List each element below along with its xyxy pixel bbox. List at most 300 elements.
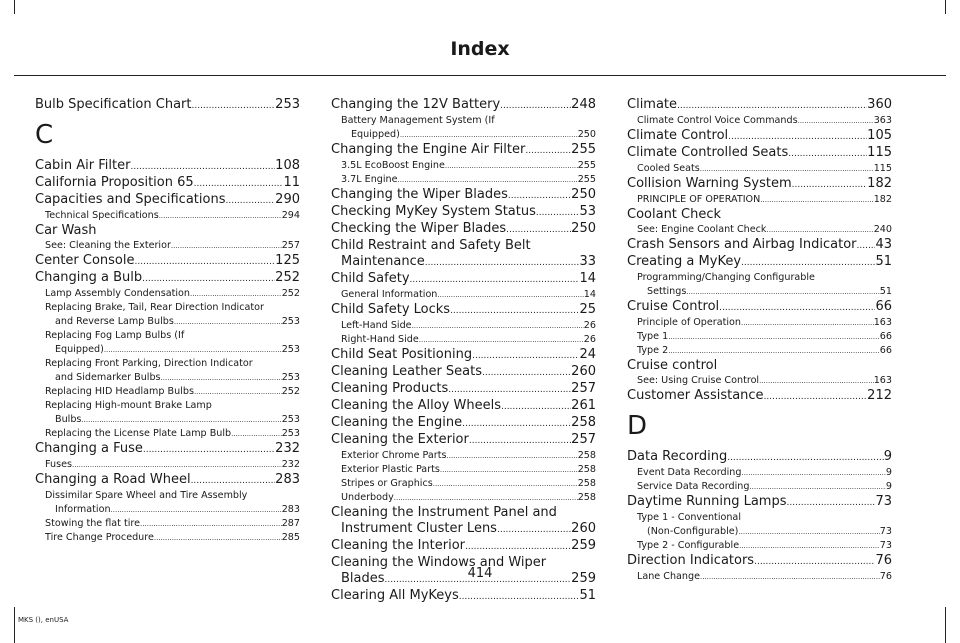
entry-text: Service Data Recording [637, 481, 750, 492]
entry-page: 285 [281, 532, 300, 543]
entry-text: Stripes or Graphics [341, 478, 433, 489]
index-entry [331, 187, 596, 204]
index-heading: Car Wash [35, 223, 97, 238]
dot-leader [469, 433, 571, 449]
entry-text: Equipped) [55, 344, 104, 355]
dot-leader [190, 287, 282, 301]
entry-line [35, 253, 300, 270]
entry-text: Daytime Running Lamps [627, 494, 787, 509]
dot-leader [741, 255, 875, 271]
index-subentry [331, 333, 596, 347]
entry-text: Climate [627, 97, 678, 112]
index-column-3 [627, 97, 892, 584]
dot-leader [536, 205, 580, 221]
entry-page: 250 [577, 129, 596, 140]
entry-line [331, 302, 596, 319]
entry-text: Underbody [341, 492, 394, 503]
index-subentry [627, 539, 892, 553]
entry-text-first-line: Programming/Changing Configurable [637, 272, 815, 283]
crop-mark-bottom-left [14, 607, 15, 643]
entry-text-first-line: Replacing Fog Lamp Bulbs (If [45, 330, 185, 341]
dot-leader [159, 209, 282, 223]
entry-line [45, 503, 300, 517]
dot-leader [727, 450, 884, 466]
entry-text: Instrument Cluster Lens [341, 521, 497, 536]
entry-text: Cruise Control [627, 299, 720, 314]
dot-leader [786, 495, 875, 511]
entry-text: Technical Specifications [45, 210, 159, 221]
index-entry [331, 381, 596, 398]
entry-text: Type 2 - Configurable [637, 540, 740, 551]
dot-leader [440, 463, 578, 477]
index-entry [35, 472, 300, 489]
entry-text: Center Console [35, 253, 135, 268]
index-subentry [627, 271, 892, 299]
entry-page: 11 [283, 175, 300, 190]
entry-page: 363 [873, 115, 892, 126]
entry-line [627, 97, 892, 114]
index-entry [331, 238, 596, 271]
entry-page: 115 [867, 145, 892, 160]
dot-leader [767, 223, 874, 237]
entry-text: See: Using Cruise Control [637, 375, 760, 386]
entry-page: 290 [275, 192, 300, 207]
dot-leader [448, 382, 571, 398]
entry-text-first-line: Cleaning the Windows and Wiper [331, 555, 547, 570]
entry-line [627, 299, 892, 316]
entry-text: Crash Sensors and Airbag Indicator [627, 237, 857, 252]
entry-text: Clearing All MyKeys [331, 588, 459, 603]
entry-line [331, 187, 596, 204]
entry-line [637, 480, 892, 494]
entry-text-first-line: Type 1 - Conventional [637, 512, 741, 523]
dot-leader [445, 159, 578, 173]
index-heading: Coolant Check [627, 207, 722, 222]
dot-leader [462, 416, 571, 432]
entry-page: 51 [875, 254, 892, 269]
dot-leader [508, 188, 571, 204]
entry-line [637, 344, 892, 358]
dot-leader [194, 385, 282, 399]
entry-text: Child Safety [331, 271, 410, 286]
entry-text: Equipped) [351, 129, 400, 140]
entry-page: 258 [577, 478, 596, 489]
entry-page: 66 [879, 345, 892, 356]
index-entry [627, 494, 892, 511]
entry-text: Collision Warning System [627, 176, 792, 191]
index-entry [35, 158, 300, 175]
entry-text: Changing the 12V Battery [331, 97, 501, 112]
entry-line [331, 521, 596, 538]
entry-text: Changing the Wiper Blades [331, 187, 508, 202]
dot-leader [111, 503, 282, 517]
entry-line [637, 374, 892, 388]
entry-text-first-line: Dissimilar Spare Wheel and Tire Assembly [45, 490, 248, 501]
dot-leader [700, 162, 874, 176]
dot-leader [738, 525, 879, 539]
entry-text: Principle of Operation [637, 317, 741, 328]
entry-line [627, 494, 892, 511]
dot-leader [686, 285, 879, 299]
index-entry [627, 237, 892, 254]
index-subentry [331, 463, 596, 477]
entry-page: 255 [577, 160, 596, 171]
index-entry [331, 364, 596, 381]
entry-line [45, 371, 300, 385]
index-subentry [35, 357, 300, 385]
dot-leader [104, 343, 282, 357]
index-subentry [331, 491, 596, 505]
entry-text: Fuses [45, 459, 72, 470]
index-subentry [331, 319, 596, 333]
index-entry [331, 302, 596, 319]
entry-page: 261 [571, 398, 596, 413]
entry-text: Cleaning Products [331, 381, 449, 396]
dot-leader [412, 319, 584, 333]
entry-text: Cleaning the Exterior [331, 432, 469, 447]
entry-line [331, 97, 596, 114]
index-letter-heading: D [627, 411, 648, 441]
dot-leader [788, 146, 867, 162]
entry-page: 25 [579, 302, 596, 317]
entry-line [341, 491, 596, 505]
index-entry [331, 347, 596, 364]
dot-leader [194, 176, 284, 192]
entry-text: Changing the Engine Air Filter [331, 142, 526, 157]
index-subentry [331, 173, 596, 187]
entry-page: 255 [577, 174, 596, 185]
entry-line [35, 270, 300, 287]
index-entry [331, 97, 596, 114]
entry-page: 260 [571, 364, 596, 379]
dot-leader [857, 238, 876, 254]
index-subentry [331, 114, 596, 142]
dot-leader [419, 333, 584, 347]
entry-text: Changing a Road Wheel [35, 472, 191, 487]
index-entry [627, 254, 892, 271]
entry-line [45, 209, 300, 223]
dot-leader [764, 389, 868, 405]
index-subentry [35, 399, 300, 427]
entry-text: Right-Hand Side [341, 334, 419, 345]
entry-line [637, 539, 892, 553]
entry-text: and Sidemarker Bulbs [55, 372, 161, 383]
dot-leader [410, 272, 580, 288]
entry-line [341, 319, 596, 333]
entry-line [331, 254, 596, 271]
entry-line [637, 466, 892, 480]
entry-text-first-line: Replacing Brake, Tail, Rear Direction Indicator [45, 302, 264, 313]
entry-page: 24 [579, 347, 596, 362]
entry-text: Cooled Seats [637, 163, 700, 174]
entry-page: 253 [281, 414, 300, 425]
entry-line [637, 223, 892, 237]
entry-line [45, 517, 300, 531]
entry-text: Creating a MyKey [627, 254, 742, 269]
entry-line [45, 531, 300, 545]
entry-text-first-line: Battery Management System (If [341, 115, 495, 126]
entry-text: Data Recording [627, 449, 728, 464]
entry-line [627, 176, 892, 193]
entry-line [331, 398, 596, 415]
entry-line [331, 415, 596, 432]
dot-leader [400, 128, 578, 142]
index-subentry [35, 489, 300, 517]
entry-text: Customer Assistance [627, 388, 764, 403]
index-column-1 [35, 97, 300, 545]
entry-text: PRINCIPLE OF OPERATION [637, 194, 761, 205]
dot-leader [472, 348, 579, 364]
index-entry [627, 388, 892, 405]
entry-text: Blades [341, 571, 385, 586]
index-subentry [35, 287, 300, 301]
entry-line [331, 271, 596, 288]
index-entry [331, 538, 596, 555]
entry-text: General Information [341, 289, 438, 300]
index-entry [35, 270, 300, 287]
dot-leader [760, 193, 873, 207]
entry-page: 248 [571, 97, 596, 112]
entry-line [627, 449, 892, 466]
entry-page: 287 [281, 518, 300, 529]
entry-line [341, 449, 596, 463]
dot-leader [482, 365, 571, 381]
entry-page: 232 [281, 459, 300, 470]
entry-line [45, 287, 300, 301]
entry-text: Bulbs [55, 414, 82, 425]
entry-line [637, 316, 892, 330]
index-subentry [627, 223, 892, 237]
entry-text: Tire Change Procedure [45, 532, 154, 543]
title-rule [14, 75, 946, 76]
entry-text: Type 2 [637, 345, 669, 356]
index-subentry [627, 316, 892, 330]
dot-leader [792, 177, 868, 193]
entry-page: 253 [281, 428, 300, 439]
index-subentry [35, 531, 300, 545]
entry-line [45, 239, 300, 253]
entry-page: 258 [577, 492, 596, 503]
entry-page: 182 [867, 176, 892, 191]
index-subentry [35, 458, 300, 472]
dot-leader [425, 255, 580, 271]
entry-text: Event Data Recording [637, 467, 742, 478]
entry-page: 259 [571, 571, 596, 586]
dot-leader [398, 173, 578, 187]
entry-text: Capacities and Specifications [35, 192, 226, 207]
index-entry [35, 253, 300, 270]
index-subentry [35, 209, 300, 223]
index-entry [331, 204, 596, 221]
entry-line [341, 288, 596, 302]
dot-leader [140, 517, 282, 531]
entry-page: 33 [579, 254, 596, 269]
entry-page: 43 [875, 237, 892, 252]
entry-page: 259 [571, 538, 596, 553]
entry-line [341, 173, 596, 187]
footer-code: MKS (), enUSA [18, 616, 69, 624]
entry-line [35, 175, 300, 192]
entry-line [45, 343, 300, 357]
entry-line [341, 463, 596, 477]
index-letter-heading: C [35, 120, 54, 150]
entry-page: 73 [875, 494, 892, 509]
entry-line [341, 159, 596, 173]
dot-leader [231, 427, 282, 441]
dot-leader [525, 143, 571, 159]
entry-page: 73 [879, 526, 892, 537]
dot-leader [191, 473, 276, 489]
dot-leader [394, 491, 578, 505]
index-entry [627, 299, 892, 316]
entry-page: 66 [879, 331, 892, 342]
entry-line [331, 432, 596, 449]
entry-page: 258 [571, 415, 596, 430]
index-subentry [35, 427, 300, 441]
entry-line [35, 97, 300, 114]
entry-line [331, 381, 596, 398]
entry-text: 3.7L Engine [341, 174, 398, 185]
index-subentry [35, 517, 300, 531]
crop-mark-top-right [945, 0, 946, 14]
entry-page: 53 [579, 204, 596, 219]
entry-page: 26 [583, 334, 596, 345]
entry-line [35, 441, 300, 458]
index-subentry [627, 344, 892, 358]
entry-line [35, 158, 300, 175]
index-subentry [35, 329, 300, 357]
entry-text: Exterior Chrome Parts [341, 450, 447, 461]
entry-line [627, 145, 892, 162]
index-subentry [627, 466, 892, 480]
entry-text: Climate Controlled Seats [627, 145, 789, 160]
dot-leader [500, 98, 571, 114]
dot-leader [72, 458, 282, 472]
entry-page: 260 [571, 521, 596, 536]
entry-page: 76 [875, 553, 892, 568]
entry-page: 51 [579, 588, 596, 603]
crop-mark-top-left [14, 0, 15, 14]
dot-leader [191, 98, 275, 114]
entry-page: 108 [275, 158, 300, 173]
entry-page: 250 [571, 221, 596, 236]
entry-page: 240 [873, 224, 892, 235]
entry-page: 212 [867, 388, 892, 403]
index-entry [35, 175, 300, 192]
entry-text: Replacing HID Headlamp Bulbs [45, 386, 194, 397]
entry-text: Child Safety Locks [331, 302, 451, 317]
index-heading: Cruise control [627, 358, 718, 373]
index-subentry [627, 480, 892, 494]
entry-page: 14 [583, 289, 596, 300]
dot-leader [459, 589, 580, 605]
entry-line [637, 193, 892, 207]
dot-leader [668, 344, 880, 358]
index-subentry [35, 239, 300, 253]
dot-leader [437, 288, 583, 302]
entry-page: 51 [879, 286, 892, 297]
entry-line [627, 128, 892, 145]
entry-line [627, 254, 892, 271]
index-subentry [627, 193, 892, 207]
entry-text: Lane Change [637, 571, 700, 582]
entry-page: 182 [873, 194, 892, 205]
entry-page: 257 [571, 381, 596, 396]
entry-text: Cleaning Leather Seats [331, 364, 483, 379]
index-entry [627, 145, 892, 162]
entry-text: Cleaning the Alloy Wheels [331, 398, 501, 413]
entry-page: 294 [281, 210, 300, 221]
index-entry [627, 128, 892, 145]
entry-page: 252 [281, 288, 300, 299]
dot-leader [506, 222, 571, 238]
index-subentry [331, 477, 596, 491]
entry-text: Checking MyKey System Status [331, 204, 536, 219]
dot-leader [225, 193, 275, 209]
entry-line [341, 333, 596, 347]
entry-line [45, 413, 300, 427]
entry-text: (Non-Configurable) [647, 526, 739, 537]
entry-page: 9 [885, 481, 892, 492]
entry-page: 232 [275, 441, 300, 456]
entry-text: Changing a Bulb [35, 270, 143, 285]
entry-line [627, 237, 892, 254]
index-subentry [331, 449, 596, 463]
dot-leader [447, 449, 578, 463]
dot-leader [741, 316, 874, 330]
dot-leader [677, 98, 867, 114]
dot-leader [501, 399, 571, 415]
index-column-2 [331, 97, 596, 605]
index-entry [35, 192, 300, 209]
entry-text: Stowing the flat tire [45, 518, 141, 529]
entry-page: 360 [867, 97, 892, 112]
index-subentry [331, 288, 596, 302]
entry-text: Type 1 [637, 331, 669, 342]
dot-leader [135, 254, 276, 270]
entry-line [341, 477, 596, 491]
index-entry [331, 398, 596, 415]
entry-page: 257 [571, 432, 596, 447]
entry-text: Climate Control Voice Commands [637, 115, 798, 126]
entry-line [637, 330, 892, 344]
entry-text: Climate Control [627, 128, 729, 143]
entry-line [331, 588, 596, 605]
dot-leader [143, 442, 275, 458]
entry-page: 252 [281, 386, 300, 397]
entry-line [331, 364, 596, 381]
entry-line [331, 221, 596, 238]
entry-page: 66 [875, 299, 892, 314]
entry-page: 9 [885, 467, 892, 478]
entry-line [331, 538, 596, 555]
index-entry [331, 221, 596, 238]
entry-text-first-line: Cleaning the Instrument Panel and [331, 505, 557, 520]
entry-line [341, 128, 596, 142]
entry-page: 258 [577, 464, 596, 475]
page-title: Index [450, 38, 510, 60]
entry-page: 9 [883, 449, 892, 464]
dot-leader [798, 114, 874, 128]
dot-leader [741, 466, 885, 480]
dot-leader [719, 300, 875, 316]
index-subentry [35, 385, 300, 399]
entry-text: California Proposition 65 [35, 175, 194, 190]
index-entry [35, 97, 300, 114]
dot-leader [749, 480, 885, 494]
entry-line [35, 472, 300, 489]
entry-line [331, 142, 596, 159]
